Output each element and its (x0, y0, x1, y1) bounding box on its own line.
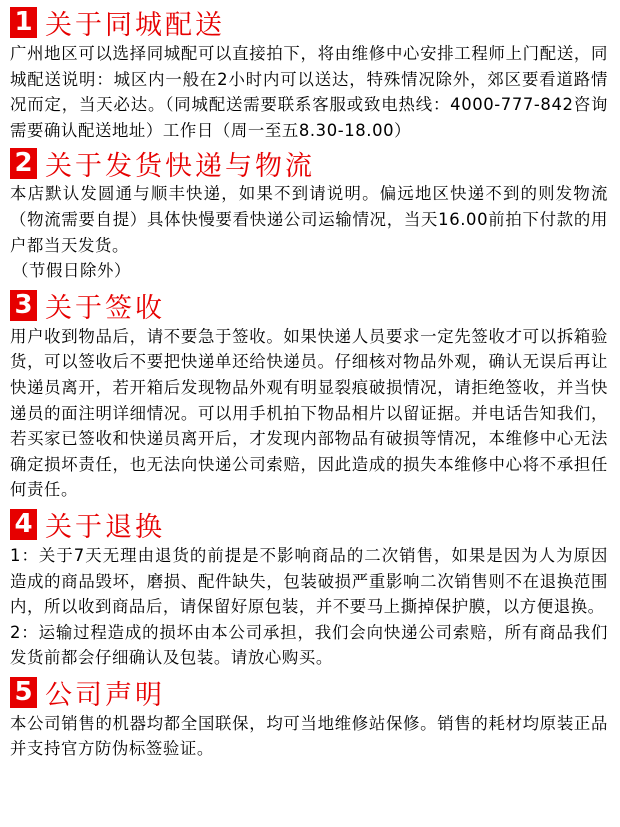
section-signing-receipt (10, 288, 610, 503)
section-returns-exchanges (10, 507, 610, 671)
holiday-note: （节假日除外） (12, 261, 131, 281)
section-shipping-logistics (10, 145, 610, 283)
section-paragraph: 2：运输过程造成的损坏由本公司承担，我们会向快递公司索赔，所有商品我们发货前都会仔细确认及包装。请放心购买。 (10, 622, 608, 668)
section-paragraph: 本店默认发圆通与顺丰快递，如果不到请说明。偏远地区快递不到的则发物流（物流需要自提）具体快慢要看快递公司运输情况，当天16.00前拍下付款的用户都当天发货。 (10, 184, 608, 255)
section-number-badge: 5 (10, 677, 37, 708)
section-number-badge: 1 (10, 7, 37, 38)
section-title: 公司声明 (45, 680, 165, 712)
section-company-statement (10, 675, 610, 762)
section-number-badge: 2 (10, 148, 37, 179)
section-heading (10, 675, 610, 711)
section-paragraph: 本公司销售的机器均都全国联保，均可当地维修站保修。销售的耗材均原装正品并支持官方防伪标签验证。 (10, 713, 608, 759)
section-heading (10, 288, 610, 324)
section-paragraph: 用户收到物品后，请不要急于签收。如果快递人员要求一定先签收才可以拆箱验货，可以签收后不要把快递单还给快递员。仔细核对物品外观，确认无误后再让快递员离开，若开箱后发现物品外观有明显裂痕破损情况，请拒绝签收，并当快递员的面注明详细情况。可以用手机拍下物品相片以留证据。并电话告知我们，若买家已签收和快递员离开后，才发现内部物品有破损等情况，本维修中心无法确定损坏责任，也无法向快递公司索赔，因此造成的损失本维修中心将不承担任何责任。 (10, 326, 608, 500)
section-title: 关于同城配送 (45, 9, 225, 41)
section-heading (10, 145, 610, 181)
section-number-badge: 4 (10, 509, 37, 540)
section-same-city-delivery (10, 4, 610, 143)
section-heading (10, 4, 610, 40)
section-heading (10, 507, 610, 543)
section-title: 关于退换 (45, 512, 165, 544)
section-paragraph: 广州地区可以选择同城配可以直接拍下，将由维修中心安排工程师上门配送，同城配送说明：城区内一般在2小时内可以送达，特殊情况除外，郊区要看道路情况而定，当天必达。（同城配送需要联系客服或致电热线：4000-777-842咨询需要确认配送地址）工作日（周一至五8.30-18.00） (10, 44, 608, 140)
section-paragraph: 1：关于7天无理由退货的前提是不影响商品的二次销售，如果是因为人为原因造成的商品毁坏，磨损、配件缺失，包装破损严重影响二次销售则不在退换范围内，所以收到商品后，请保留好原包装，并不要马上撕掉保护膜，以方便退换。 (10, 545, 608, 617)
section-number-badge: 3 (10, 290, 37, 321)
section-title: 关于签收 (45, 293, 165, 325)
section-title: 关于发货快递与物流 (45, 150, 315, 182)
